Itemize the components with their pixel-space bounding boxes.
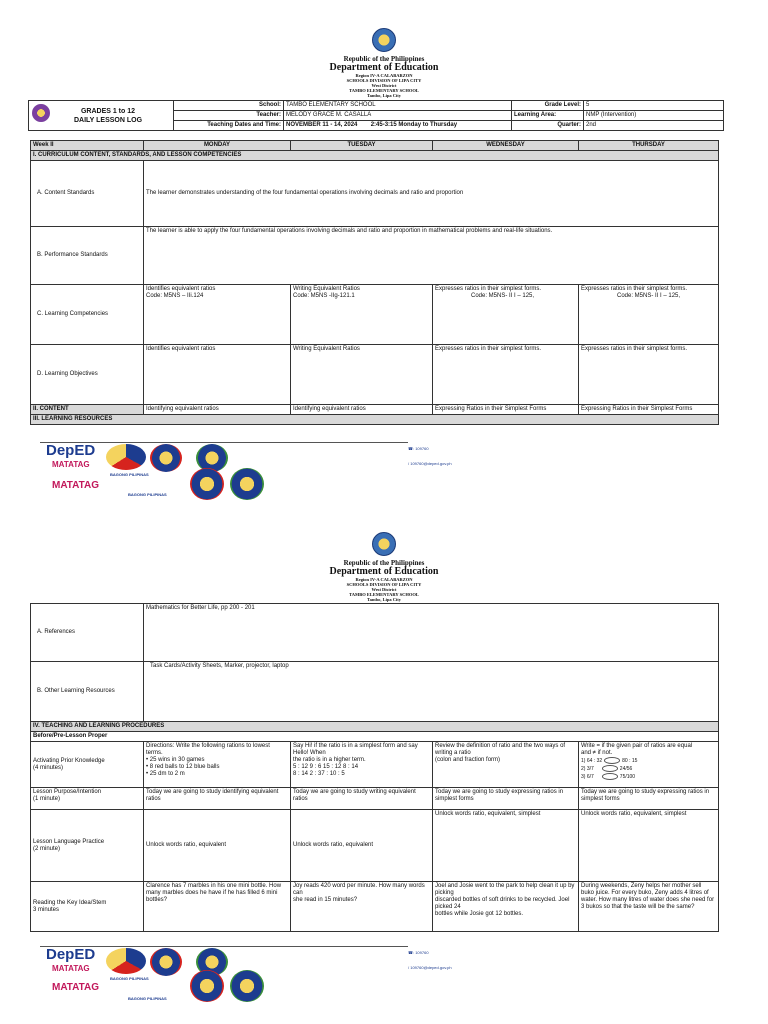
content-standards-label: A. Content Standards <box>31 161 144 227</box>
language-tuesday: Unlock words ratio, equivalent <box>291 810 433 882</box>
republic-text-2: Republic of the Philippines <box>343 559 425 567</box>
reading-tuesday: Joy reads 420 word per minute. How many words can she read in 15 minutes? <box>291 882 433 932</box>
section-before-lesson: Before/Pre-Lesson Proper <box>31 732 719 742</box>
content-monday: Identifying equivalent ratios <box>144 405 291 415</box>
objective-wednesday: Expresses ratios in their simplest forms. <box>433 345 579 405</box>
purpose-wednesday: Today we are going to study expressing ratios in simplest forms <box>433 788 579 810</box>
competency-monday: Identifies equivalent ratios Code: M5NS – IIi.124 <box>144 285 291 345</box>
email-text-2: / 109760@deped.gov.ph <box>408 965 452 970</box>
other-resources-label: B. Other Learning Resources <box>31 662 144 722</box>
school-name-text: TAMBO ELEMENTARY SCHOOL <box>349 88 419 93</box>
area-value: NMP (Intervention) <box>584 111 724 121</box>
dll-title-cell <box>29 101 174 131</box>
phone-text-2: ☎: 109760 <box>408 950 429 955</box>
teacher-value: MELODY GRACE M. CASALLA <box>284 111 512 121</box>
competencies-label: C. Learning Competencies <box>31 285 144 345</box>
grade-label: Grade Level: <box>512 101 584 111</box>
quarter-label: Quarter: <box>512 121 584 131</box>
monday-header: MONDAY <box>144 141 291 151</box>
email-text: / 109760@deped.gov.ph <box>408 461 452 466</box>
language-thursday: Unlock words ratio, equivalent, simplest <box>579 810 719 882</box>
apk-label: Activating Prior Knowledge (4 minutes) <box>31 742 144 788</box>
objective-thursday: Expresses ratios in their simplest forms. <box>579 345 719 405</box>
footer-page1 <box>40 440 740 500</box>
matatag-logo: MATATAG <box>52 460 90 469</box>
bagong-pilipinas-text-2: BAGONG PILIPINAS <box>128 492 167 497</box>
references-label: A. References <box>31 604 144 662</box>
objective-monday: Identifies equivalent ratios <box>144 345 291 405</box>
address-text: Tambo, Lipa City <box>367 93 401 98</box>
dates-value: NOVEMBER 11 - 14, 2024 2:45-3:15 Monday to Thursday <box>284 121 512 131</box>
content-wednesday: Expressing Ratios in their Simplest Forms <box>433 405 579 415</box>
content-tuesday: Identifying equivalent ratios <box>291 405 433 415</box>
school-seal-2-icon <box>190 468 224 500</box>
title-dll: DAILY LESSON LOG <box>73 116 143 124</box>
deped-seal-icon <box>372 28 396 52</box>
purpose-thursday: Today we are going to study expressing ratios in simplest forms <box>579 788 719 810</box>
district-text: West District <box>371 83 397 88</box>
area-label: Learning Area: <box>512 111 584 121</box>
language-wednesday: Unlock words ratio, equivalent, simplest <box>433 810 579 882</box>
deped-seal-2-icon <box>372 532 396 556</box>
wednesday-header: WEDNESDAY <box>433 141 579 151</box>
reading-thursday: During weekends, Zeny helps her mother sell buko juice. For every buko, Zeny adds 4 litres of water. How many litres of water does she need for 3 bukos so that the taste will be the same? <box>579 882 719 932</box>
page2-header <box>0 532 768 602</box>
section-curriculum: I. CURRICULUM CONTENT, STANDARDS, AND LESSON COMPETENCIES <box>31 151 719 161</box>
objectives-label: D. Learning Objectives <box>31 345 144 405</box>
division-text-2: SCHOOLS DIVISION OF LIPA CITY <box>346 582 422 587</box>
school-seal-icon <box>32 104 50 122</box>
reading-monday: Clarence has 7 marbles in his one mini bottle. How many marbles does he have if he has filled 6 mini bottles? <box>144 882 291 932</box>
school-name-text-2: TAMBO ELEMENTARY SCHOOL <box>349 592 419 597</box>
grade-value: 5 <box>584 101 724 111</box>
lesson-table-page2 <box>30 603 719 932</box>
school-seal-4-icon <box>190 970 224 1002</box>
apk-thursday: Write = if the given pair of ratios are equal and ≠ if not. 1) 64 : 32 80 : 15 2) 3/7 24/56 3) 6/7 75/100 <box>579 742 719 788</box>
bagong-pilipinas-text-3: BAGONG PILIPINAS <box>110 976 149 981</box>
content-thursday: Expressing Ratios in their Simplest Forms <box>579 405 719 415</box>
quarter-value: 2nd <box>584 121 724 131</box>
footer-divider-2 <box>40 946 408 947</box>
section-content: II. CONTENT <box>31 405 144 415</box>
week-header: Week II <box>31 141 144 151</box>
tuesday-header: TUESDAY <box>291 141 433 151</box>
deped-logo: DepED <box>46 442 96 459</box>
footer-page2 <box>40 944 740 1004</box>
other-resources-value: Task Cards/Activity Sheets, Marker, projector, laptop <box>144 662 719 722</box>
bagong-pilipinas-text: BAGONG PILIPINAS <box>110 472 149 477</box>
purpose-tuesday: Today we are going to study writing equivalent ratios <box>291 788 433 810</box>
department-text: Department of Education <box>329 62 439 73</box>
purpose-label: Lesson Purpose/Intention (1 minute) <box>31 788 144 810</box>
region-text: Region IV-A CALABARZON <box>355 73 413 78</box>
performance-standards-value: The learner is able to apply the four fundamental operations involving decimals and ratio and proportion in mathematical problems and real-life situations. <box>144 227 719 285</box>
matatag-logo-4: MATATAG <box>52 982 100 993</box>
language-label: Lesson Language Practice (2 minute) <box>31 810 144 882</box>
lesson-table-page1 <box>30 140 719 425</box>
dates-label: Teaching Dates and Time: <box>174 121 284 131</box>
purpose-monday: Today we are going to study identifying equivalent ratios <box>144 788 291 810</box>
division-text: SCHOOLS DIVISION OF LIPA CITY <box>346 78 422 83</box>
title-grades: GRADES 1 to 12 <box>80 107 136 115</box>
region-text-2: Region IV-A CALABARZON <box>355 577 413 582</box>
address-text-2: Tambo, Lipa City <box>367 597 401 602</box>
section-resources: III. LEARNING RESOURCES <box>31 415 719 425</box>
division-seal-2-icon <box>150 948 182 976</box>
matatag-logo-2: MATATAG <box>52 480 100 491</box>
competency-wednesday: Expresses ratios in their simplest forms. Code: M5NS- II I – 125, <box>433 285 579 345</box>
apk-wednesday: Review the definition of ratio and the two ways of writing a ratio (colon and fraction form) <box>433 742 579 788</box>
district-text-2: West District <box>371 587 397 592</box>
reading-wednesday: Joel and Josie went to the park to help clean it up by picking discarded bottles of soft drinks to be recycled. Joel picked 24 bottles while Josie got 12 bottles. <box>433 882 579 932</box>
language-monday: Unlock words ratio, equivalent <box>144 810 291 882</box>
teacher-label: Teacher: <box>174 111 284 121</box>
competency-tuesday: Writing Equivalent Ratios Code: M5NS -IIg-121.1 <box>291 285 433 345</box>
bagong-pilipinas-logo <box>106 444 146 470</box>
footer-divider <box>40 442 408 443</box>
school-label: School: <box>174 101 284 111</box>
department-text-2: Department of Education <box>329 566 439 577</box>
info-box <box>28 100 724 131</box>
bagong-pilipinas-logo-2 <box>106 948 146 974</box>
phone-text: ☎: 109760 <box>408 446 429 451</box>
apk-tuesday: Say Hi! if the ratio is in a simplest form and say Hello! When the ratio is in a higher term. 5 : 12 9 : 6 15 : 12 8 : 14 8 : 14 2 : 37 : 10 : 5 <box>291 742 433 788</box>
competency-thursday: Expresses ratios in their simplest forms. Code: M5NS- II I – 125, <box>579 285 719 345</box>
objective-tuesday: Writing Equivalent Ratios <box>291 345 433 405</box>
thursday-header: THURSDAY <box>579 141 719 151</box>
bagong-pilipinas-text-4: BAGONG PILIPINAS <box>128 996 167 1001</box>
republic-text: Republic of the Philippines <box>343 55 425 63</box>
school-seal-3-icon <box>230 468 264 500</box>
school-value: TAMBO ELEMENTARY SCHOOL <box>284 101 512 111</box>
section-procedures: IV. TEACHING AND LEARNING PROCEDURES <box>31 722 719 732</box>
reading-label: Reading the Key Idea/Stem 3 minutes <box>31 882 144 932</box>
apk-monday: Directions: Write the following rations to lowest terms. • 25 wins in 30 games • 8 red balls to 12 blue balls • 25 dm to 2 m <box>144 742 291 788</box>
deped-logo-2: DepED <box>46 946 96 963</box>
page1-header <box>0 28 768 98</box>
division-seal-icon <box>150 444 182 472</box>
matatag-logo-3: MATATAG <box>52 964 90 973</box>
references-value: Mathematics for Better Life, pp 200 - 201 <box>144 604 719 662</box>
content-standards-value: The learner demonstrates understanding of the four fundamental operations involving decimals and ratio and proportion <box>144 161 719 227</box>
performance-standards-label: B. Performance Standards <box>31 227 144 285</box>
school-seal-5-icon <box>230 970 264 1002</box>
